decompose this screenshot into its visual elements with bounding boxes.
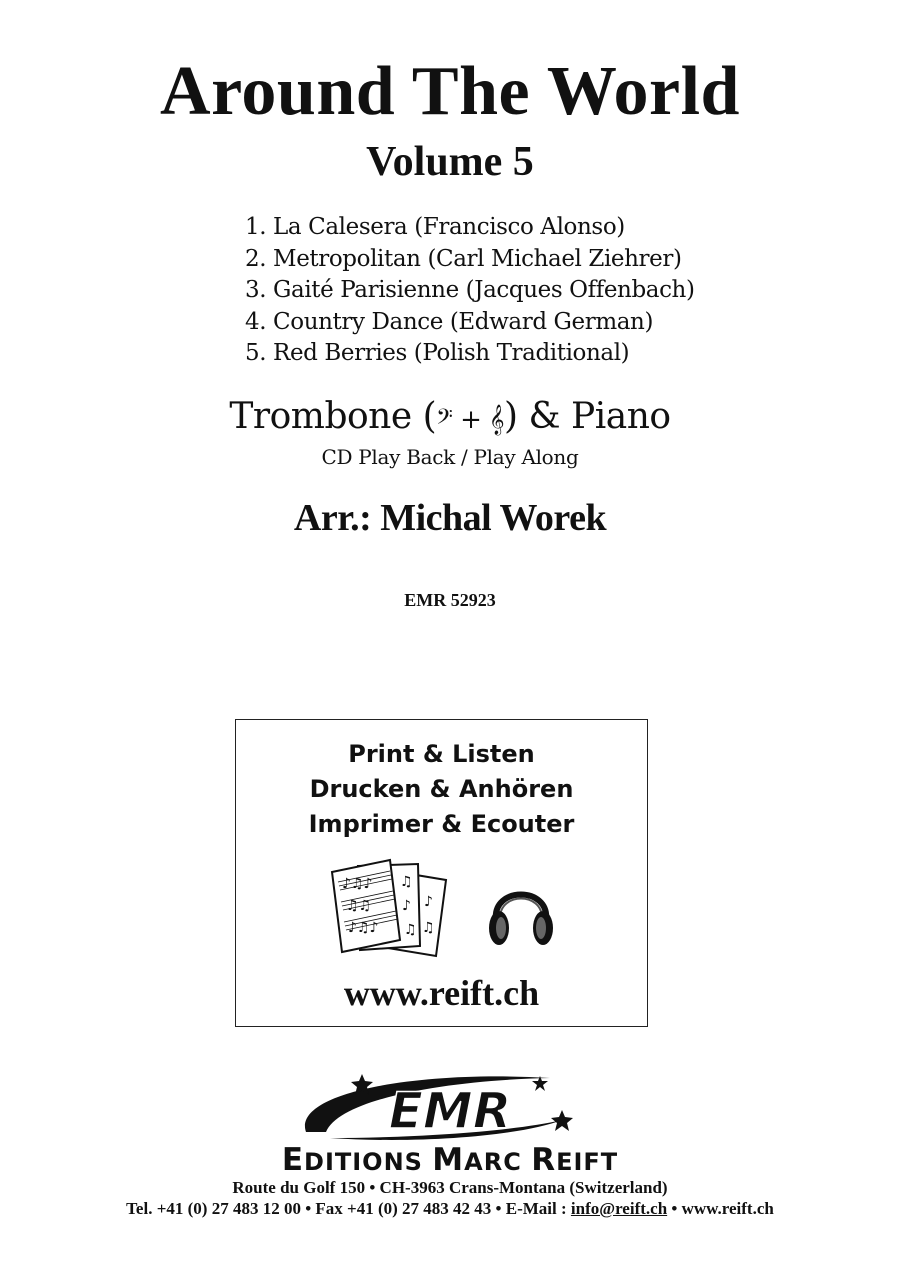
publisher-name-part: EIFT (556, 1148, 619, 1176)
headphones-icon (486, 872, 556, 952)
emr-logo (300, 1072, 600, 1144)
publisher-name (0, 1142, 900, 1178)
svg-text:♫: ♫ (422, 920, 435, 936)
promo-line-english: Print & Listen (348, 740, 535, 768)
svg-text:♫: ♫ (400, 874, 413, 890)
track-item: 4. Country Dance (Edward German) (245, 308, 654, 335)
track-item: 1. La Calesera (Francisco Alonso) (245, 214, 625, 240)
instrument-suffix: ) & Piano (504, 396, 671, 437)
instrumentation (0, 396, 900, 437)
publisher-name-part: R (531, 1142, 557, 1178)
emr-logo-text: EMR (388, 1082, 512, 1140)
publisher-name-part: E (281, 1142, 305, 1178)
cd-note: CD Play Back / Play Along (321, 445, 579, 469)
track-item: 2. Metropolitan (Carl Michael Ziehrer) (245, 245, 682, 272)
track-list (245, 212, 695, 370)
track-item: 5. Red Berries (Polish Traditional) (245, 340, 630, 366)
email-link[interactable]: info@reift.ch (570, 1199, 668, 1218)
svg-text:♫♫: ♫♫ (346, 898, 372, 914)
contact-website[interactable]: • www.reift.ch (667, 1199, 774, 1218)
svg-text:♪♫♪: ♪♫♪ (342, 876, 373, 892)
catalog-number: EMR 52923 (404, 590, 496, 610)
sheet-music-icon (328, 858, 458, 958)
print-listen-box (235, 719, 648, 1027)
arranger-credit: Arr.: Michal Worek (293, 497, 607, 539)
svg-text:♪: ♪ (424, 894, 433, 910)
publisher-name-part: M (432, 1142, 465, 1178)
clef-icons: 𝄢 + 𝄞 (436, 405, 505, 435)
publisher-name-part: ARC (464, 1148, 532, 1176)
contact-phone-fax: Tel. +41 (0) 27 483 12 00 • Fax +41 (0) 27 483 42 43 • E-Mail : (126, 1199, 571, 1218)
publisher-address: Route du Golf 150 • CH-3963 Crans-Montana (Switzerland) (232, 1178, 668, 1197)
promo-line-german: Drucken & Anhören (309, 775, 574, 803)
publisher-name-part: DITIONS (304, 1148, 433, 1176)
svg-text:♪♫♪: ♪♫♪ (348, 920, 379, 936)
svg-text:♫: ♫ (404, 922, 417, 938)
svg-text:♪: ♪ (402, 898, 411, 914)
track-item: 3. Gaité Parisienne (Jacques Offenbach) (245, 277, 695, 303)
cover-title: Around The World (160, 53, 740, 130)
volume-subtitle: Volume 5 (366, 139, 534, 185)
instrument-prefix: Trombone ( (229, 396, 437, 437)
promo-website: www.reift.ch (343, 973, 540, 1013)
promo-line-french: Imprimer & Ecouter (308, 810, 575, 838)
publisher-contact (0, 1199, 900, 1219)
